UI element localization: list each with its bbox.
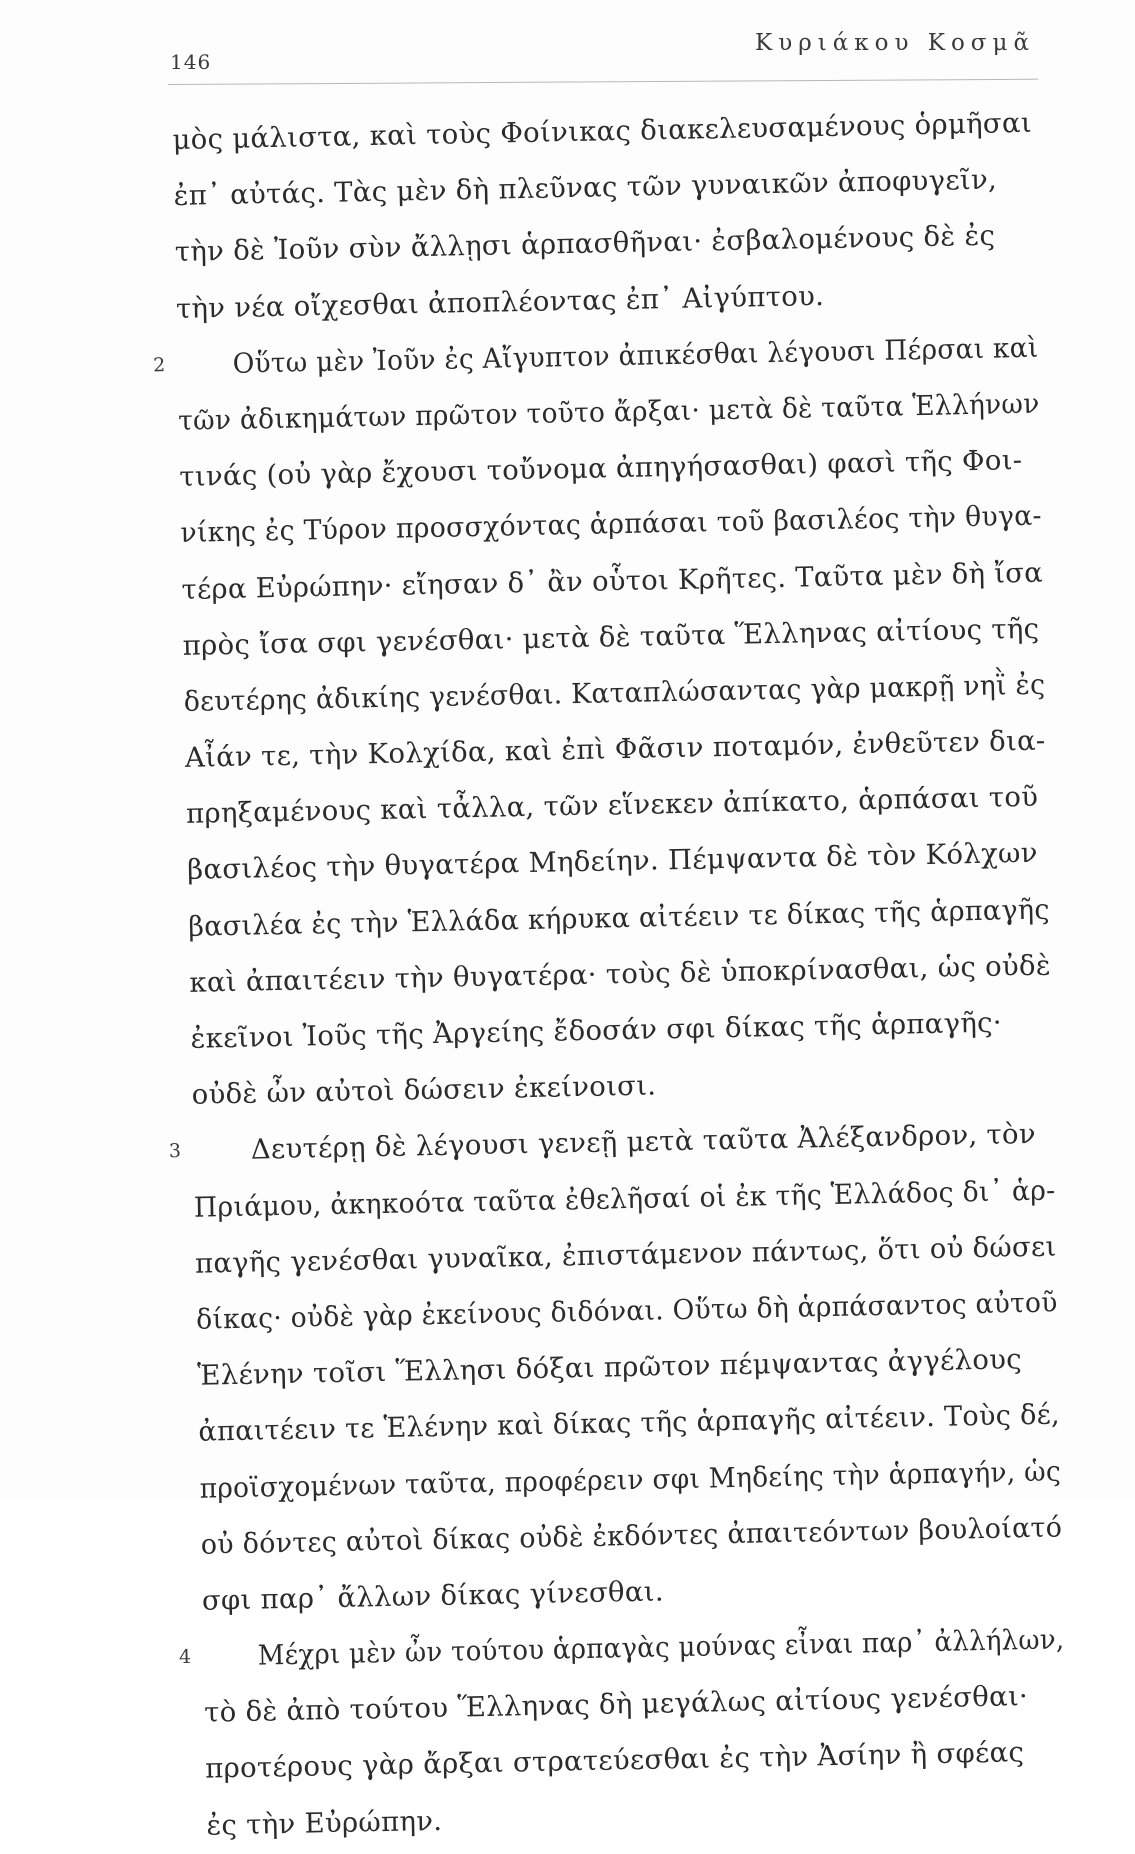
line-text: ἐπ᾽ αὐτάς. Τὰς μὲν δὴ πλεῦνας τῶν γυναικῶν ἀποφυγεῖν, [173, 163, 998, 213]
line-text: τῶν ἀδικημάτων πρῶτον τοῦτο ἄρξαι· μετὰ δὲ ταῦτα Ἑλλήνων [177, 387, 1040, 437]
line-text: μὸς μάλιστα, καὶ τοὺς Φοίνικας διακελευσαμένους ὁρμῆσαι [172, 106, 1033, 156]
line-text: τὴν δὲ Ἰοῦν σὺν ἄλλῃσι ἁρπασθῆναι· ἐσβαλομένους δὲ ἐς [174, 219, 996, 269]
line-text: Πριάμου, ἀκηκοότα ταῦτα ἐθελῆσαί οἱ ἐκ τῆς Ἑλλάδος δι᾽ ἁρ- [193, 1174, 1056, 1224]
line-text: οὐ δόντες αὐτοὶ δίκας οὐδὲ ἐκδόντες ἀπαιτεόντων βουλοίατό [200, 1511, 1063, 1561]
line-text: βασιλέα ἐς τὴν Ἑλλάδα κήρυκα αἰτέειν τε δίκας τῆς ἁρπαγῆς [188, 893, 1051, 943]
running-header: Κυριάκου Κοσμᾶ [755, 30, 1035, 56]
section-number: 4 [178, 1645, 192, 1669]
line-text: τινάς (οὐ γὰρ ἔχουσι τοὔνομα ἀπηγήσασθαι) φασὶ τῆς Φοι- [179, 444, 1023, 494]
line-text: πρηξαμένους καὶ τἆλλα, τῶν εἵνεκεν ἀπίκατο, ἁρπάσαι τοῦ [185, 781, 1039, 831]
header-rule [168, 79, 1038, 85]
line-text: Οὕτω μὲν Ἰοῦν ἐς Αἴγυπτον ἀπικέσθαι λέγουσι Πέρσαι καὶ [232, 331, 1039, 380]
line-text: Μέχρι μὲν ὦν τούτου ἁρπαγὰς μούνας εἶναι παρ᾽ ἀλλήλων, [257, 1623, 1065, 1672]
line-text: τὴν νέα οἴχεσθαι ἀποπλέοντας ἐπ᾽ Αἰγύπτου. [175, 279, 825, 325]
line-text: ἀπαιτέειν τε Ἑλένην καὶ δίκας τῆς ἁρπαγῆς αἰτέειν. Τοὺς δέ, [198, 1398, 1061, 1449]
line-text: προϊσχομένων ταῦτα, προφέρειν σφι Μηδείης τὴν ἁρπαγήν, ὡς [199, 1454, 1062, 1505]
line-text: νίκης ἐς Τύρον προσσχόντας ἁρπάσαι τοῦ βασιλέος τὴν θυγα- [180, 499, 1043, 550]
greek-text-body [152, 94, 1087, 1853]
line-text: βασιλέος τὴν θυγατέρα Μηδείην. Πέμψαντα δὲ τὸν Κόλχων [186, 837, 1039, 887]
line-text: δίκας· οὐδὲ γὰρ ἐκείνους διδόναι. Οὕτω δὴ ἁρπάσαντος αὐτοῦ [195, 1286, 1058, 1336]
line-text: παγῆς γενέσθαι γυναῖκα, ἐπιστάμενον πάντως, ὅτι οὐ δώσει [194, 1230, 1057, 1280]
section-number: 2 [152, 353, 166, 377]
line-text: τέρα Εὐρώπην· εἴησαν δ᾽ ἂν οὗτοι Κρῆτες. Ταῦτα μὲν δὴ ἴσα [181, 556, 1044, 606]
line-text: δευτέρης ἀδικίης γενέσθαι. Καταπλώσαντας γὰρ μακρῇ νηῒ ἐς [183, 668, 1046, 718]
line-text: καὶ ἀπαιτέειν τὴν θυγατέρα· τοὺς δὲ ὑποκρίνασθαι, ὡς οὐδὲ [189, 949, 1052, 999]
page-number: 146 [170, 50, 212, 74]
line-text: ἐς τὴν Εὐρώπην. [206, 1804, 443, 1842]
line-text: τὸ δὲ ἀπὸ τούτου Ἕλληνας δὴ μεγάλως αἰτίους γενέσθαι· [203, 1680, 1029, 1729]
line-text: Ἑλένην τοῖσι Ἕλλησι δόξαι πρῶτον πέμψαντας ἀγγέλους [197, 1343, 1023, 1392]
section-number: 3 [168, 1140, 182, 1163]
line-text: Δευτέρῃ δὲ λέγουσι γενεῇ μετὰ ταῦτα Ἀλέξανδρον, τὸν [250, 1118, 1037, 1166]
line-text: σφι παρ᾽ ἄλλων δίκας γίνεσθαι. [201, 1575, 665, 1617]
line-text: πρὸς ἴσα σφι γενέσθαι· μετὰ δὲ ταῦτα Ἕλληνας αἰτίους τῆς [182, 612, 1040, 662]
line-text: ἐκεῖνοι Ἰοῦς τῆς Ἀργείης ἔδοσάν σφι δίκας τῆς ἁρπαγῆς· [190, 1006, 1003, 1055]
line-text: οὐδὲ ὦν αὐτοὶ δώσειν ἐκείνοισι. [191, 1069, 657, 1111]
line-text: Αἶάν τε, τὴν Κολχίδα, καὶ ἐπὶ Φᾶσιν ποταμόν, ἐνθεῦτεν δια- [184, 724, 1046, 774]
line-text: προτέρους γὰρ ἄρξαι στρατεύεσθαι ἐς τὴν Ἀσίην ἢ σφέας [204, 1736, 1025, 1786]
